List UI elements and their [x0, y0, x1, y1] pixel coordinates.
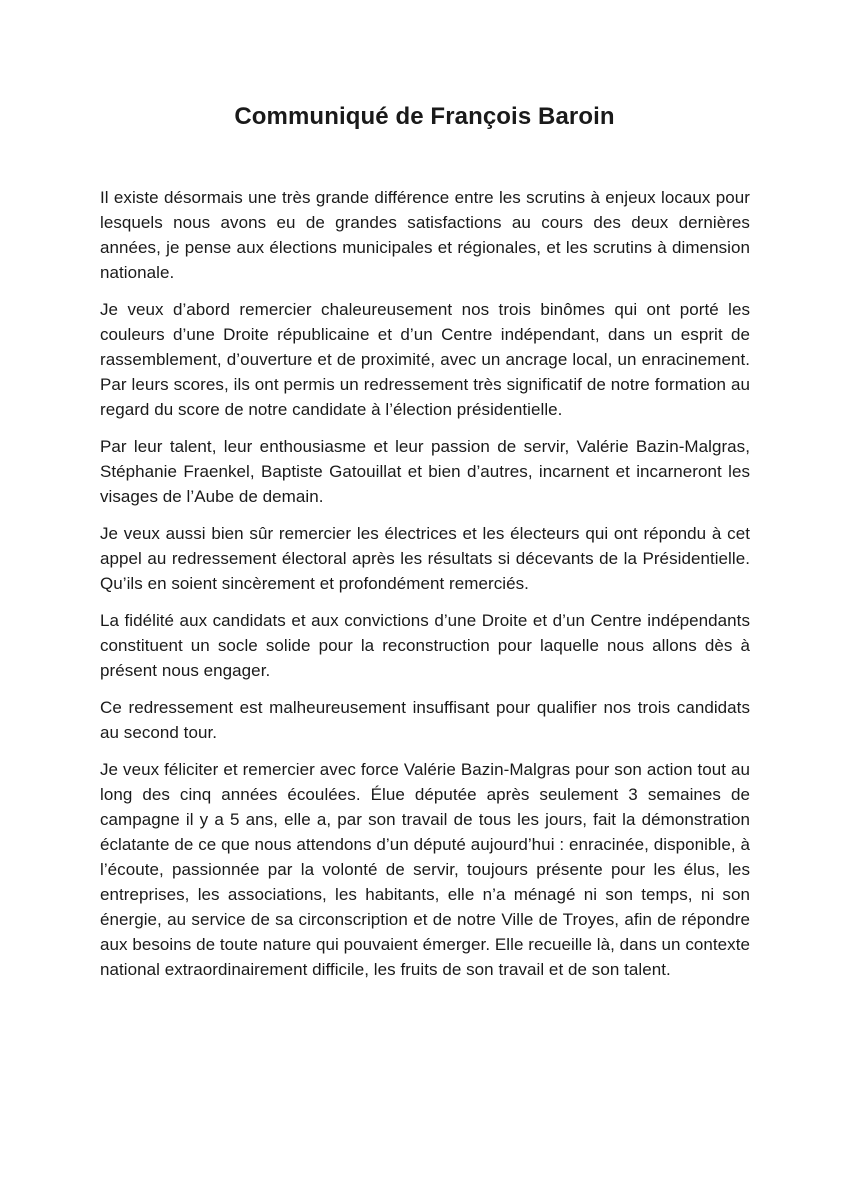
paragraph-talent: Par leur talent, leur enthousiasme et leur passion de servir, Valérie Bazin-Malgras, Stéphanie Fraenkel, Baptiste Gatouillat et bien d’autres, incarnent et incarneront les visages de l’Aube de demain.	[100, 437, 750, 506]
paragraph-congratulations: Je veux féliciter et remercier avec force Valérie Bazin-Malgras pour son action tout au long des cinq années écoulées. Élue députée après seulement 3 semaines de campagne il y a 5 ans, elle a, par son travail de tous les jours, fait la démonstration éclatante de ce que nous attendons d’un député aujourd’hui : enracinée, disponible, à l’écoute, passionnée par la volonté de servir, toujours présente pour les élus, les entreprises, les associations, les habitants, elle n’a ménagé ni son temps, ni son énergie, au service de sa circonscription et de notre Ville de Troyes, afin de répondre aux besoins de toute nature qui pouvaient émerger. Elle recueille là, dans un contexte national extraordinairement difficile, les fruits de son travail et de son talent.	[100, 760, 750, 979]
paragraph-insufficient: Ce redressement est malheureusement insuffisant pour qualifier nos trois candidats au second tour.	[100, 698, 750, 742]
paragraph-fidelity: La fidélité aux candidats et aux convictions d’une Droite et d’un Centre indépendants constituent un socle solide pour la reconstruction pour laquelle nous allons dès à présent nous engager.	[100, 611, 750, 680]
paragraph-thanks-candidates: Je veux d’abord remercier chaleureusement nos trois binômes qui ont porté les couleurs d’une Droite républicaine et d’un Centre indépendant, dans un esprit de rassemblement, d’ouverture et de proximité, avec un ancrage local, un enracinement. Par leurs scores, ils ont permis un redressement très significatif de notre formation au regard du score de notre candidate à l’élection présidentielle.	[100, 300, 750, 419]
document-title: Communiqué de François Baroin	[234, 103, 615, 130]
document-body	[100, 185, 750, 994]
paragraph-thanks-voters: Je veux aussi bien sûr remercier les électrices et les électeurs qui ont répondu à cet appel au redressement électoral après les résultats si décevants de la Présidentielle. Qu’ils en soient sincèrement et profondément remerciés.	[100, 524, 750, 593]
paragraph-intro: Il existe désormais une très grande différence entre les scrutins à enjeux locaux pour lesquels nous avons eu de grandes satisfactions au cours des deux dernières années, je pense aux élections municipales et régionales, et les scrutins à dimension nationale.	[100, 188, 750, 282]
